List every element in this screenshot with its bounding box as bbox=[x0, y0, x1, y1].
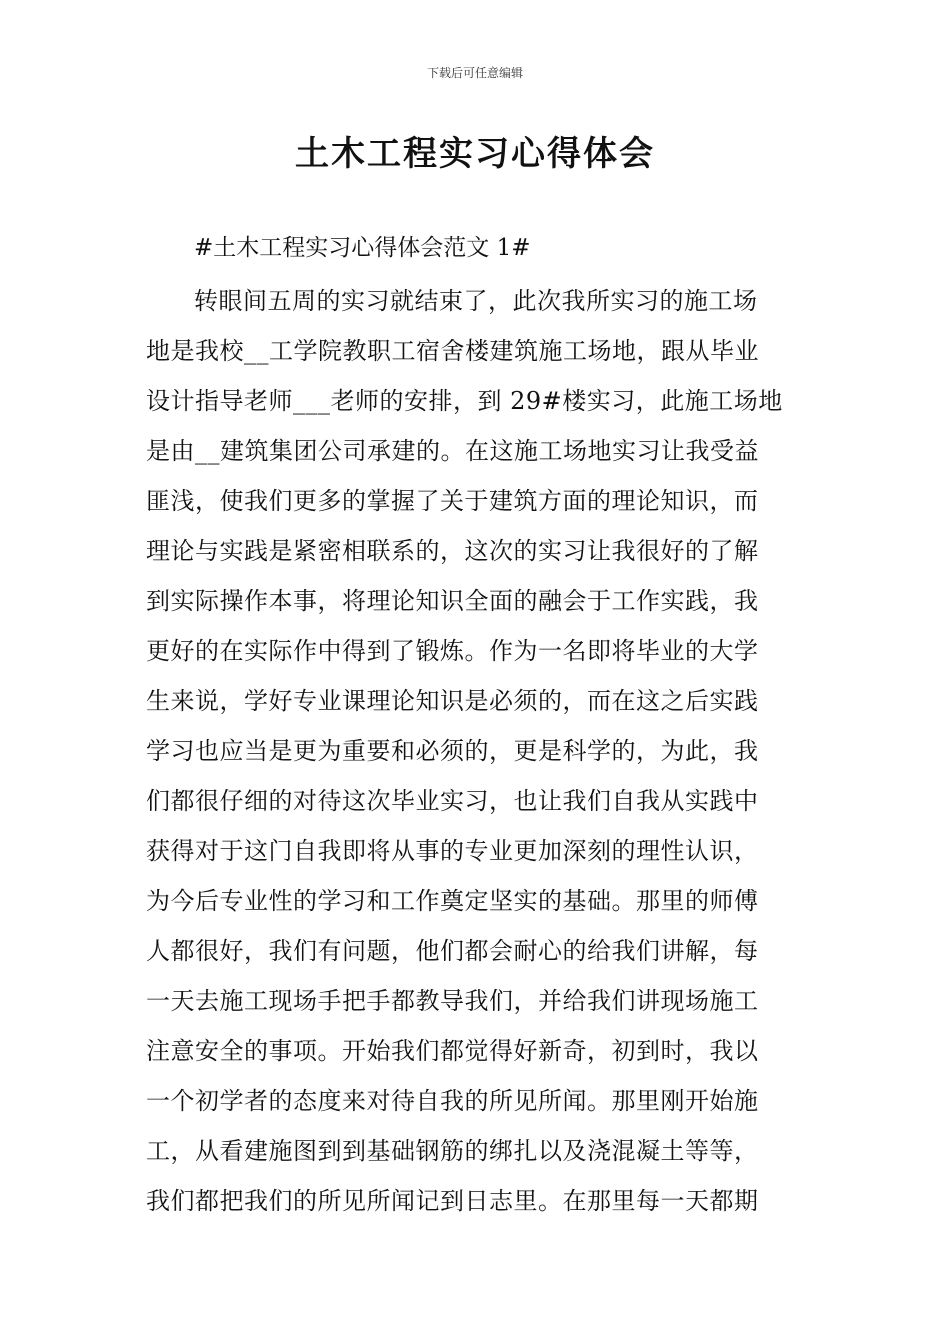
paragraph-line: 工，从看建施图到到基础钢筋的绑扎以及浇混凝土等等， bbox=[146, 1137, 759, 1165]
paragraph-line: 生来说，学好专业课理论知识是必须的，而在这之后实践 bbox=[146, 687, 759, 715]
paragraph-line: 转眼间五周的实习就结束了，此次我所实习的施工场 bbox=[194, 287, 758, 315]
paragraph-line: 设计指导老师___老师的安排，到 29#楼实习，此施工场地 bbox=[146, 387, 783, 415]
body-paragraph bbox=[146, 281, 811, 1231]
paragraph-line: 一个初学者的态度来对待自我的所见所闻。那里刚开始施 bbox=[146, 1087, 759, 1115]
paragraph-line: 理论与实践是紧密相联系的，这次的实习让我很好的了解 bbox=[146, 537, 759, 565]
paragraph-line: 为今后专业性的学习和工作奠定坚实的基础。那里的师傅 bbox=[146, 887, 759, 915]
paragraph-line: 是由__建筑集团公司承建的。在这施工场地实习让我受益 bbox=[146, 437, 759, 465]
header-note: 下载后可任意编辑 bbox=[426, 66, 523, 80]
paragraph-line: 地是我校__工学院教职工宿舍楼建筑施工场地，跟从毕业 bbox=[146, 337, 759, 365]
paragraph-line: 注意安全的事项。开始我们都觉得好新奇，初到时，我以 bbox=[146, 1037, 759, 1065]
paragraph-line: 匪浅，使我们更多的掌握了关于建筑方面的理论知识，而 bbox=[146, 487, 759, 515]
paragraph-line: 人都很好，我们有问题，他们都会耐心的给我们讲解，每 bbox=[146, 937, 759, 965]
paragraph-line: 学习也应当是更为重要和必须的，更是科学的，为此，我 bbox=[146, 737, 759, 765]
section-heading: #土木工程实习心得体会范文 1# bbox=[194, 235, 531, 261]
paragraph-line: 到实际操作本事，将理论知识全面的融会于工作实践，我 bbox=[146, 587, 759, 615]
paragraph-line: 获得对于这门自我即将从事的专业更加深刻的理性认识， bbox=[146, 837, 759, 865]
paragraph-line: 一天去施工现场手把手都教导我们，并给我们讲现场施工 bbox=[146, 987, 759, 1015]
paragraph-line: 我们都把我们的所见所闻记到日志里。在那里每一天都期 bbox=[146, 1187, 759, 1215]
paragraph-line: 们都很仔细的对待这次毕业实习，也让我们自我从实践中 bbox=[146, 787, 759, 815]
paragraph-line: 更好的在实际作中得到了锻炼。作为一名即将毕业的大学 bbox=[146, 637, 759, 665]
document-title: 土木工程实习心得体会 bbox=[295, 134, 655, 174]
